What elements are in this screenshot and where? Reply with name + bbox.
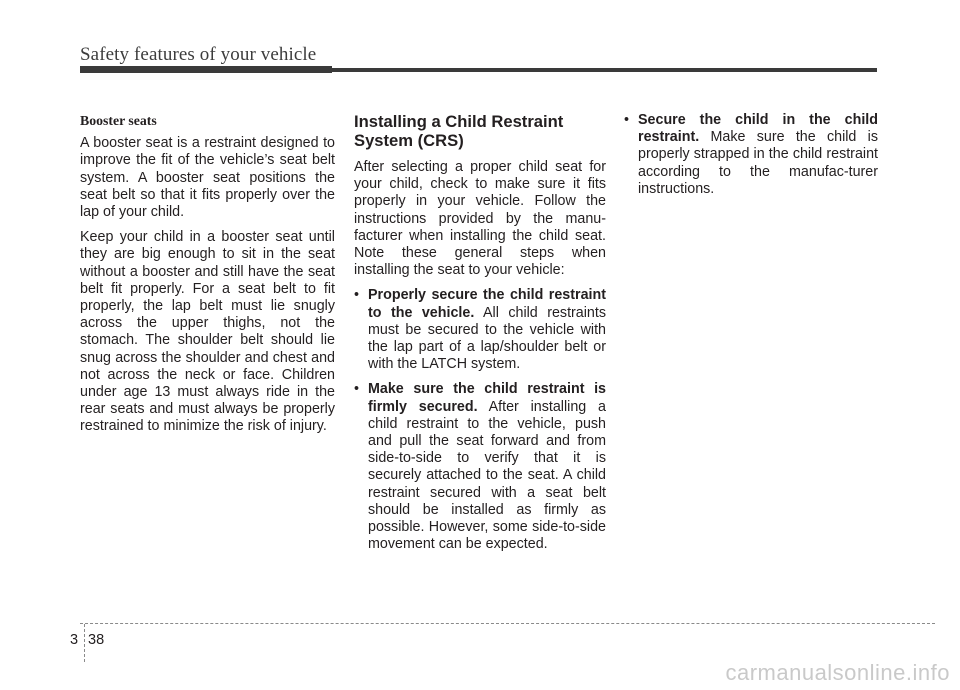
paragraph: Keep your child in a booster seat until they are big enough to sit in the seat without a booster and still have the seat belt fit properly. For a seat belt to fit properly, the lap belt must lie snugly across the upper thighs, not the stomach. The shoulder belt should lie snug across the shoulder and chest and not across the neck or face. Children under age 13 must always ride in the rear seats and must always be properly restrained to minimize the risk of injury. [80, 229, 335, 435]
chapter-number: 3 [70, 632, 79, 648]
subhead-booster-seats: Booster seats [80, 113, 157, 128]
heading-installing-crs: Installing a Child Restraint System (CRS) [354, 112, 564, 150]
bullet-icon: • [354, 381, 360, 398]
footer-rule [80, 623, 935, 624]
bullet-text: All child restraints must be secured to the vehicle with the lap part of a lap/shoulder belt or with the LATCH system. [368, 304, 607, 373]
header-rule-accent [80, 66, 332, 73]
column-booster-seats [80, 112, 335, 444]
list-item [354, 381, 606, 553]
footer-divider [84, 624, 85, 662]
page-header-title: Safety features of your vehicle [80, 44, 317, 65]
column-secure-child [624, 112, 878, 206]
column-installing-crs [354, 112, 606, 561]
watermark: carmanualsonline.info [725, 660, 950, 685]
bullet-icon: • [624, 112, 630, 128]
bullet-lead: Make sure the child restraint is firmly secured. [368, 381, 606, 415]
list-item [354, 287, 606, 373]
paragraph-intro: After selecting a proper child seat for your child, check to make sure it fits properly in your vehicle. Follow the instructions provided by the manu-facturer when installing the child seat. Note these general steps when installing the seat to your vehicle: [354, 159, 606, 279]
bullet-text: Make sure the child is properly strapped in the child restraint according to the manufac-turer instructions. [638, 129, 878, 197]
list-item [624, 112, 878, 198]
bullet-text: After installing a child restraint to the vehicle, push and pull the seat forward and from side-to-side to verify that it is securely attached to the seat. A child restraint secured with a seat belt should be installed as firmly as possible. However, some side-to-side movement can be expected. [368, 398, 606, 553]
bullet-lead: Secure the child in the child restraint. [638, 112, 878, 146]
bullet-icon: • [354, 287, 360, 304]
paragraph: A booster seat is a restraint designed to improve the fit of the vehicle’s seat belt system. A booster seat positions the seat belt so that it fits properly over the lap of your child. [80, 135, 335, 221]
bullet-lead: Properly secure the child restraint to the vehicle. [368, 287, 606, 321]
page-number: 38 [88, 632, 105, 648]
